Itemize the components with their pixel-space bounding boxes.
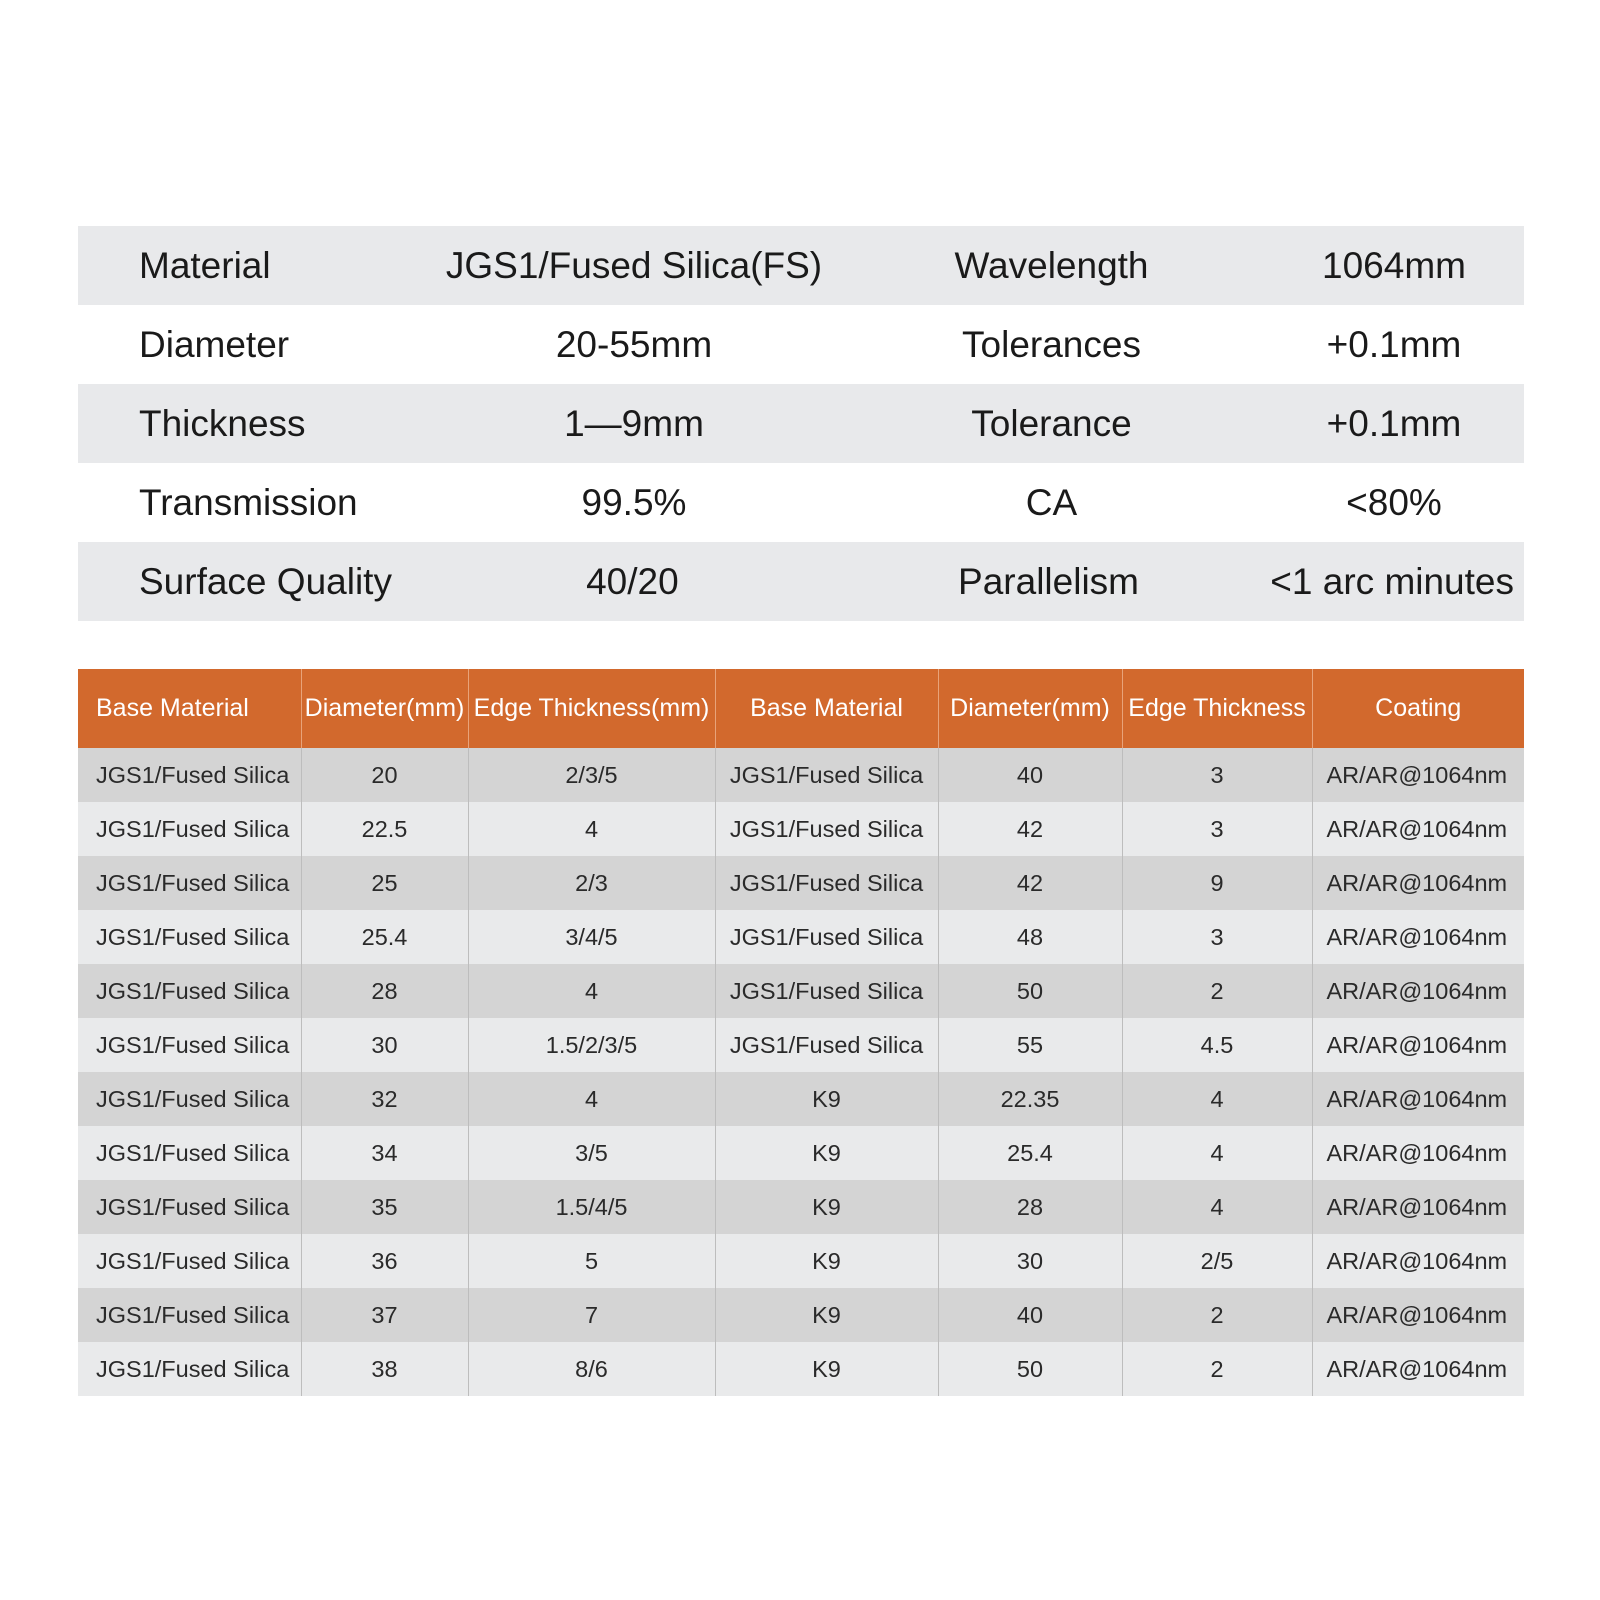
table-cell: 42 <box>938 856 1122 910</box>
table-cell: 40 <box>938 748 1122 802</box>
table-cell: K9 <box>715 1234 938 1288</box>
table-cell: 4 <box>468 1072 715 1126</box>
table-cell: 3 <box>1122 910 1312 964</box>
spec-label: Tolerances <box>962 323 1141 365</box>
spec-value: 99.5% <box>581 481 687 523</box>
product-table <box>78 669 1524 1396</box>
table-cell: 35 <box>301 1180 468 1234</box>
table-cell: JGS1/Fused Silica <box>715 802 938 856</box>
table-cell: AR/AR@1064nm <box>1312 802 1524 856</box>
table-cell: JGS1/Fused Silica <box>78 1072 301 1126</box>
table-cell: 50 <box>938 964 1122 1018</box>
spec-row-surface-quality <box>78 542 1524 621</box>
table-body <box>78 748 1524 1396</box>
table-row <box>78 1072 1524 1126</box>
table-row <box>78 910 1524 964</box>
column-header: Coating <box>1312 669 1524 748</box>
table-cell: 30 <box>938 1234 1122 1288</box>
table-cell: JGS1/Fused Silica <box>78 910 301 964</box>
column-header: Base Material <box>715 669 938 748</box>
table-row <box>78 964 1524 1018</box>
spec-value: 40/20 <box>586 560 679 602</box>
table-cell: 3/4/5 <box>468 910 715 964</box>
table-cell: JGS1/Fused Silica <box>78 1126 301 1180</box>
table-cell: 2/5 <box>1122 1234 1312 1288</box>
table-row <box>78 1288 1524 1342</box>
spec-sheet <box>78 226 1524 621</box>
column-header: Edge Thickness <box>1122 669 1312 748</box>
spec-label: Wavelength <box>954 244 1149 286</box>
spec-label: Material <box>139 244 271 286</box>
spec-row-material <box>78 226 1524 305</box>
table-cell: 3/5 <box>468 1126 715 1180</box>
table-cell: AR/AR@1064nm <box>1312 1072 1524 1126</box>
table-cell: AR/AR@1064nm <box>1312 748 1524 802</box>
table-cell: 32 <box>301 1072 468 1126</box>
table-cell: 42 <box>938 802 1122 856</box>
table-cell: 40 <box>938 1288 1122 1342</box>
table-cell: 4 <box>1122 1180 1312 1234</box>
table-cell: AR/AR@1064nm <box>1312 856 1524 910</box>
table-cell: 30 <box>301 1018 468 1072</box>
table-cell: AR/AR@1064nm <box>1312 1180 1524 1234</box>
table-cell: 28 <box>938 1180 1122 1234</box>
spec-label: Surface Quality <box>139 560 392 602</box>
table-cell: 9 <box>1122 856 1312 910</box>
table-cell: 3 <box>1122 748 1312 802</box>
column-header: Diameter(mm) <box>938 669 1122 748</box>
column-header: Edge Thickness(mm) <box>468 669 715 748</box>
table-cell: JGS1/Fused Silica <box>715 964 938 1018</box>
spec-row-thickness <box>78 384 1524 463</box>
table-cell: 1.5/2/3/5 <box>468 1018 715 1072</box>
table-cell: 37 <box>301 1288 468 1342</box>
table-cell: AR/AR@1064nm <box>1312 964 1524 1018</box>
spec-label: Parallelism <box>958 560 1139 602</box>
table-row <box>78 856 1524 910</box>
table-cell: AR/AR@1064nm <box>1312 1234 1524 1288</box>
table-cell: K9 <box>715 1126 938 1180</box>
spec-label: CA <box>1025 481 1078 523</box>
table-cell: JGS1/Fused Silica <box>78 964 301 1018</box>
table-cell: 4.5 <box>1122 1018 1312 1072</box>
table-cell: AR/AR@1064nm <box>1312 1126 1524 1180</box>
table-row <box>78 1180 1524 1234</box>
table-cell: K9 <box>715 1342 938 1396</box>
table-cell: 20 <box>301 748 468 802</box>
table-cell: 48 <box>938 910 1122 964</box>
column-header: Base Material <box>78 669 301 748</box>
spec-row-transmission <box>78 463 1524 542</box>
spec-value: 20-55mm <box>555 323 713 365</box>
spec-value: +0.1mm <box>1326 323 1462 365</box>
spec-label: Diameter <box>139 323 290 365</box>
table-cell: 4 <box>1122 1072 1312 1126</box>
table-cell: AR/AR@1064nm <box>1312 1018 1524 1072</box>
table-cell: 38 <box>301 1342 468 1396</box>
table-row <box>78 748 1524 802</box>
table-cell: 25.4 <box>301 910 468 964</box>
table-cell: 50 <box>938 1342 1122 1396</box>
spec-label: Transmission <box>139 481 358 523</box>
spec-value: +0.1mm <box>1326 402 1462 444</box>
table-row <box>78 1234 1524 1288</box>
table-cell: 7 <box>468 1288 715 1342</box>
table-row <box>78 1018 1524 1072</box>
spec-row-diameter <box>78 305 1524 384</box>
table-cell: 55 <box>938 1018 1122 1072</box>
spec-label: Tolerance <box>971 402 1132 444</box>
table-header-row <box>78 669 1524 748</box>
table-cell: JGS1/Fused Silica <box>78 856 301 910</box>
table-cell: 2/3/5 <box>468 748 715 802</box>
table-cell: 34 <box>301 1126 468 1180</box>
table-row <box>78 1342 1524 1396</box>
table-cell: JGS1/Fused Silica <box>78 748 301 802</box>
spec-value: 1—9mm <box>564 402 704 444</box>
table-cell: 2 <box>1122 964 1312 1018</box>
table-cell: 36 <box>301 1234 468 1288</box>
table-cell: 1.5/4/5 <box>468 1180 715 1234</box>
table-cell: JGS1/Fused Silica <box>78 1342 301 1396</box>
table-cell: JGS1/Fused Silica <box>78 1234 301 1288</box>
spec-value: JGS1/Fused Silica(FS) <box>445 244 823 286</box>
spec-value: <80% <box>1346 481 1442 523</box>
table-cell: JGS1/Fused Silica <box>78 802 301 856</box>
table-cell: 4 <box>468 802 715 856</box>
table-row <box>78 1126 1524 1180</box>
table-cell: 5 <box>468 1234 715 1288</box>
table-cell: 25 <box>301 856 468 910</box>
column-header: Diameter(mm) <box>301 669 468 748</box>
table-cell: K9 <box>715 1180 938 1234</box>
spec-label: Thickness <box>139 402 306 444</box>
table-cell: 22.5 <box>301 802 468 856</box>
table-cell: JGS1/Fused Silica <box>715 748 938 802</box>
table-cell: 4 <box>468 964 715 1018</box>
table-cell: K9 <box>715 1072 938 1126</box>
table-cell: 22.35 <box>938 1072 1122 1126</box>
table-cell: 28 <box>301 964 468 1018</box>
table-cell: AR/AR@1064nm <box>1312 1342 1524 1396</box>
table-cell: JGS1/Fused Silica <box>715 1018 938 1072</box>
table-cell: 8/6 <box>468 1342 715 1396</box>
table-cell: AR/AR@1064nm <box>1312 910 1524 964</box>
table-cell: 4 <box>1122 1126 1312 1180</box>
table-cell: 3 <box>1122 802 1312 856</box>
table-cell: JGS1/Fused Silica <box>78 1018 301 1072</box>
table-cell: JGS1/Fused Silica <box>715 910 938 964</box>
table-cell: 25.4 <box>938 1126 1122 1180</box>
table-cell: 2 <box>1122 1288 1312 1342</box>
table-cell: 2 <box>1122 1342 1312 1396</box>
table-cell: 2/3 <box>468 856 715 910</box>
table-cell: AR/AR@1064nm <box>1312 1288 1524 1342</box>
table-cell: JGS1/Fused Silica <box>78 1180 301 1234</box>
table-cell: K9 <box>715 1288 938 1342</box>
table-cell: JGS1/Fused Silica <box>78 1288 301 1342</box>
table-cell: JGS1/Fused Silica <box>715 856 938 910</box>
spec-value: 1064mm <box>1322 244 1466 286</box>
table-row <box>78 802 1524 856</box>
spec-value: <1 arc minutes <box>1270 560 1514 602</box>
